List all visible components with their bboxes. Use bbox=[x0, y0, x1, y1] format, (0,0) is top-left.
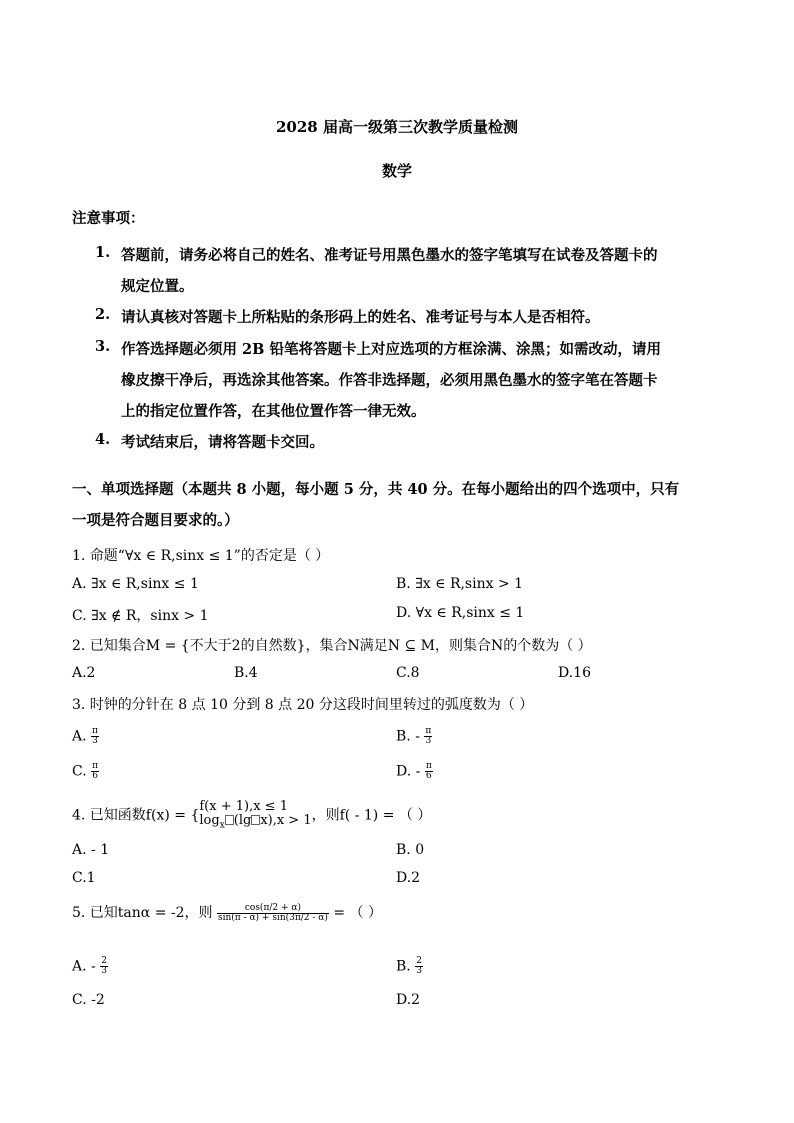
q1-option-d: D. ∀x ∈ R,sinx ≤ 1 bbox=[396, 605, 525, 621]
notice-item-2-num: 2. bbox=[95, 306, 111, 323]
q4-stem bbox=[72, 800, 431, 831]
q3-option-d-label: D. - bbox=[396, 763, 421, 780]
q4-case-2-base: x bbox=[219, 820, 225, 831]
q3-option-d-denominator: 6 bbox=[425, 771, 432, 781]
section-heading-line-1: 一、单项选择题（本题共 8 小题，每小题 5 分，共 40 分。在每小题给出的四个选项中，只有 bbox=[72, 481, 680, 498]
q5-fraction-denominator: sin(π - α) + sin(3π/2 - α) bbox=[217, 912, 328, 923]
q5-option-b-label: B. bbox=[396, 958, 411, 975]
q3-stem: 3. 时钟的分针在 8 点 10 分到 8 点 20 分这段时间里转过的弧度数为（ ） bbox=[72, 697, 534, 713]
notice-item-3-line-1: 作答选择题必须用 2B 铅笔将答题卡上对应选项的方框涂满、涂黑；如需改动，请用 bbox=[121, 341, 661, 358]
q5-option-c: C. -2 bbox=[72, 992, 105, 1008]
exam-title: 2028 届高一级第三次教学质量检测 bbox=[276, 118, 518, 136]
q4-option-d: D.2 bbox=[396, 870, 421, 886]
notice-item-1-num: 1. bbox=[95, 244, 111, 261]
q3-option-d-fraction bbox=[425, 762, 433, 781]
notice-item-1-line-2: 规定位置。 bbox=[121, 278, 194, 295]
q5-option-b-numerator: 2 bbox=[416, 956, 422, 966]
notice-heading: 注意事项： bbox=[72, 210, 145, 227]
q1-option-a: A. ∃x ∈ R,sinx ≤ 1 bbox=[72, 576, 199, 592]
q3-option-a-denominator: 3 bbox=[92, 736, 98, 746]
q3-option-c bbox=[72, 762, 99, 781]
q5-stem-suffix: = （ ） bbox=[333, 905, 382, 921]
q4-case-2-rest: x),x > 1 bbox=[260, 812, 312, 828]
notice-item-2-line-1: 请认真核对答题卡上所粘贴的条形码上的姓名、准考证号与本人是否相符。 bbox=[121, 309, 600, 326]
q2-stem: 2. 已知集合M = {不大于2的自然数}，集合N满足N ⊆ M，则集合N的个数为（ ） bbox=[72, 638, 592, 654]
notice-item-3-num: 3. bbox=[95, 338, 111, 355]
q5-option-a-denominator: 3 bbox=[101, 966, 107, 976]
q3-option-c-fraction bbox=[91, 762, 99, 781]
notice-item-4-line-1: 考试结束后，请将答题卡交回。 bbox=[121, 434, 324, 451]
q3-option-b-fraction bbox=[424, 727, 432, 746]
q5-option-a-label: A. - bbox=[72, 958, 96, 975]
q3-option-a-label: A. bbox=[72, 728, 87, 745]
q4-option-b: B. 0 bbox=[396, 842, 425, 858]
q3-option-a-numerator: π bbox=[92, 726, 98, 736]
q5-option-d: D.2 bbox=[396, 992, 421, 1008]
q5-option-a bbox=[72, 957, 108, 976]
q5-fraction bbox=[217, 904, 329, 923]
q5-fraction-numerator: cos(π/2 + α) bbox=[217, 904, 329, 914]
q3-option-c-denominator: 6 bbox=[92, 771, 98, 781]
notice-item-4-num: 4. bbox=[95, 431, 111, 448]
notice-item-3-line-2: 橡皮擦干净后，再选涂其他答案。作答非选择题，必须用黑色墨水的签字笔在答题卡 bbox=[121, 372, 658, 389]
missing-glyph-icon bbox=[251, 815, 260, 825]
q3-option-d bbox=[396, 762, 433, 781]
q4-case-1: f(x + 1),x ≤ 1 bbox=[199, 799, 288, 814]
q3-option-b bbox=[396, 727, 432, 746]
q1-stem: 1. 命题“∀x ∈ R,sinx ≤ 1”的否定是（ ） bbox=[72, 548, 330, 564]
q4-stem-suffix: ，则f( - 1) = （ ） bbox=[311, 807, 432, 824]
q5-stem-prefix: 5. 已知tanα = -2，则 bbox=[72, 905, 213, 921]
q4-piecewise bbox=[199, 800, 311, 831]
subject-title: 数学 bbox=[381, 162, 412, 180]
notice-item-1-line-1: 答题前，请务必将自己的姓名、准考证号用黑色墨水的签字笔填写在试卷及答题卡的 bbox=[121, 247, 658, 264]
q4-case-2-log: log bbox=[199, 812, 220, 828]
section-heading-line-2: 一项是符合题目要求的。） bbox=[72, 512, 239, 529]
q4-stem-prefix: 4. 已知函数f(x) = { bbox=[72, 807, 200, 824]
q3-option-b-numerator: π bbox=[425, 726, 432, 736]
q4-option-a: A. - 1 bbox=[72, 842, 110, 858]
q3-option-a-fraction bbox=[91, 727, 99, 746]
q3-option-a bbox=[72, 727, 99, 746]
q4-option-c: C.1 bbox=[72, 870, 96, 886]
q5-option-a-fraction bbox=[100, 957, 108, 976]
missing-glyph-icon bbox=[225, 815, 234, 825]
q5-option-b-denominator: 3 bbox=[416, 966, 422, 976]
q5-stem bbox=[72, 902, 382, 923]
q5-option-b-fraction bbox=[415, 957, 423, 976]
q1-option-b: B. ∃x ∈ R,sinx > 1 bbox=[396, 576, 524, 592]
q3-option-c-numerator: π bbox=[92, 761, 99, 771]
notice-item-3-line-3: 上的指定位置作答，在其他位置作答一律无效。 bbox=[121, 403, 426, 420]
q2-option-b: B.4 bbox=[234, 665, 258, 681]
q3-option-b-denominator: 3 bbox=[425, 736, 432, 746]
q5-option-b bbox=[396, 957, 423, 976]
q5-option-a-numerator: 2 bbox=[101, 956, 107, 966]
q2-option-a: A.2 bbox=[72, 665, 96, 681]
q3-option-d-numerator: π bbox=[425, 761, 432, 771]
q3-option-c-label: C. bbox=[72, 763, 87, 780]
q2-option-c: C.8 bbox=[396, 665, 420, 681]
q1-option-c: C. ∃x ∉ R，sinx > 1 bbox=[72, 608, 209, 624]
q4-case-2-lg: (lg bbox=[233, 812, 252, 828]
q2-option-d: D.16 bbox=[558, 665, 591, 681]
q3-option-b-label: B. - bbox=[396, 728, 420, 745]
q4-case-2 bbox=[199, 814, 311, 831]
